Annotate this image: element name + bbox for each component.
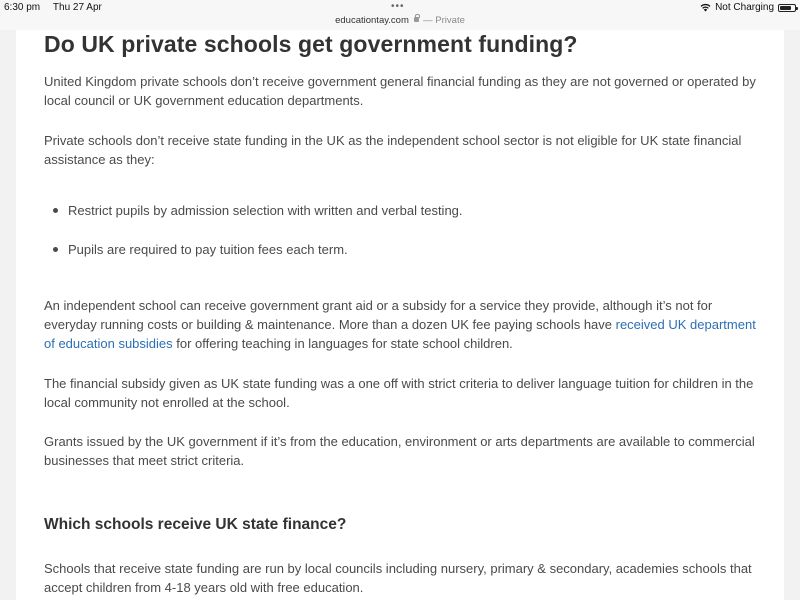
paragraph-6: Schools that receive state funding are run by local councils including nursery, primary & secondary, academies schools that accept children from 4-18 years old with free education. (44, 561, 752, 595)
paragraph-4: The financial subsidy given as UK state funding was a one off with strict criteria to deliver language tuition for children in the local community not enrolled at the school. (44, 376, 754, 410)
paragraph-1: United Kingdom private schools don’t receive government general financial funding as they are not governed or operated by local council or UK government education departments. (44, 74, 756, 108)
paragraph-3-text-a: An independent school can receive government grant aid or a subsidy for a service they provide, although it’s not for everyday running costs or building & maintenance. More than a dozen UK fee paying schools have (44, 298, 713, 332)
list-item (68, 240, 348, 259)
status-date: Thu 27 Apr (52, 2, 102, 13)
battery-fill (780, 6, 791, 10)
multitasking-dots-icon[interactable]: ••• (391, 1, 405, 12)
subsidies-link[interactable]: received UK department of education subsidies (44, 317, 756, 351)
address-bar[interactable] (0, 15, 800, 26)
paragraph-3 (44, 296, 764, 353)
article-title: Do UK private schools get government funding? (44, 31, 578, 57)
status-left (4, 2, 102, 13)
list-item-text: Restrict pupils by admission selection with written and verbal testing. (68, 203, 463, 218)
private-mode-label: — Private (423, 15, 465, 26)
paragraph-5: Grants issued by the UK government if it’s from the education, environment or arts departments are available to commercial businesses that meet strict criteria. (44, 434, 755, 468)
wifi-icon (700, 3, 711, 12)
bullet-dot (53, 247, 58, 252)
web-page[interactable] (16, 30, 784, 600)
section-heading: Which schools receive UK state finance? (44, 516, 347, 533)
list-item-text: Pupils are required to pay tuition fees each term. (68, 242, 348, 257)
list-item (68, 201, 463, 220)
status-time: 6:30 pm (4, 2, 41, 13)
status-bar (0, 0, 800, 30)
battery-icon (778, 4, 796, 12)
paragraph-2: Private schools don’t receive state funding in the UK as the independent school sector is not eligible for UK state financial assistance as they: (44, 133, 742, 167)
lock-icon (414, 17, 419, 22)
status-right (700, 2, 796, 13)
paragraph-3-text-b: for offering teaching in languages for state school children. (172, 336, 513, 351)
bullet-dot (53, 208, 58, 213)
url-domain: educationtay.com (335, 15, 409, 26)
charging-status: Not Charging (715, 2, 774, 13)
